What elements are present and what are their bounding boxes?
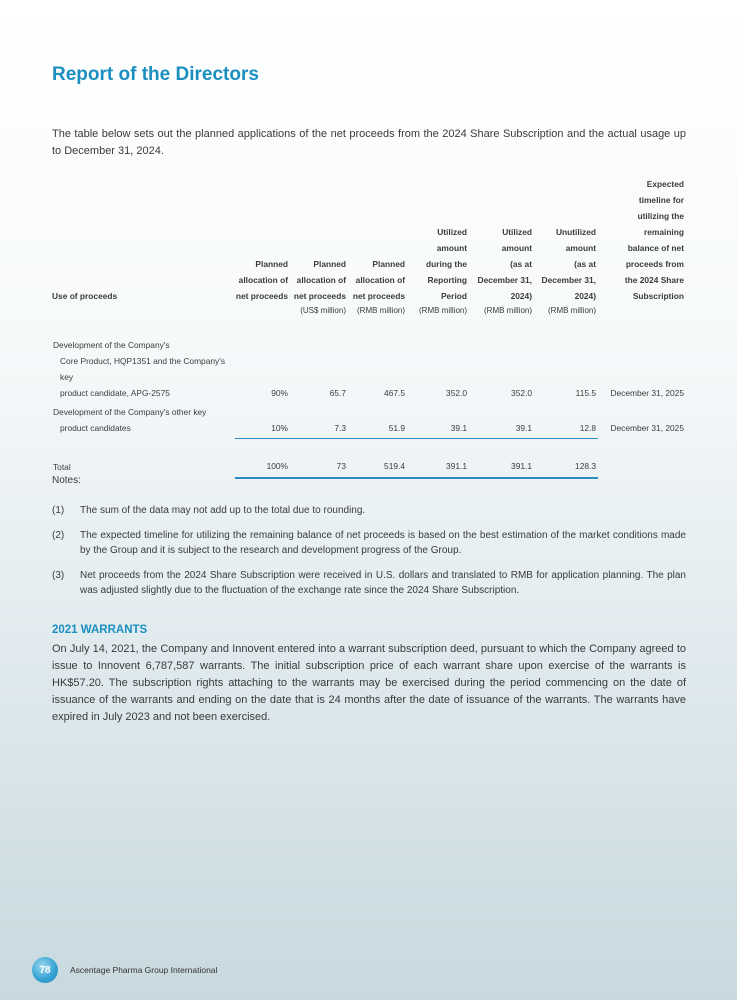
table-row <box>52 402 686 438</box>
row-label: Development of the Company's Core Product, HQP1351 and the Company's key product candidate, APG-2575 <box>53 340 226 398</box>
table-total-row <box>52 457 686 478</box>
column-header: Planned allocation of net proceeds <box>235 259 288 301</box>
table-cell: 115.5 <box>575 388 596 398</box>
notes-label: Notes: <box>52 475 81 486</box>
note-item <box>52 528 686 558</box>
unit-label: (RMB million) <box>484 306 532 315</box>
table-cell: 90% <box>271 388 288 398</box>
page-number: 78 <box>32 957 58 983</box>
table-cell: 391.1 <box>407 457 469 478</box>
table-cell: 39.1 <box>469 402 534 438</box>
table-cell: 73 <box>290 457 348 478</box>
table-cell: December 31, 2025 <box>610 423 684 433</box>
unit-label: (RMB million) <box>548 306 596 315</box>
column-header: Unutilized amount (as at December 31, 2024) <box>541 227 596 301</box>
table-cell: 128.3 <box>534 457 598 478</box>
table-cell: 51.9 <box>348 402 407 438</box>
page-footer <box>32 957 217 983</box>
table-cell: 65.7 <box>329 388 346 398</box>
company-name: Ascentage Pharma Group International <box>70 965 218 975</box>
section-heading: 2021 WARRANTS <box>52 624 148 636</box>
section-paragraph: On July 14, 2021, the Company and Innovent entered into a warrant subscription deed, pursuant to which the Company agreed to issue to Innovent 6,787,587 warrants. The initial subscription price of each warrant share upon exercise of the warrants is HK$57.20. The subscription rights attaching to the warrants may be exercised during the period commencing on the date of issuance of the warrants and ending on the date that is 24 months after the date of issuance of the warrants. The warrants have expired in July 2023 and not been exercised. <box>52 643 686 723</box>
table-cell: 100% <box>235 457 290 478</box>
table-cell: 519.4 <box>348 457 407 478</box>
notes-list <box>52 503 686 608</box>
column-header: Expected timeline for utilizing the remaining balance of net proceeds from the 2024 Share Subscription <box>624 179 684 301</box>
table-cell: December 31, 2025 <box>610 388 684 398</box>
table-row <box>52 317 686 402</box>
table-cell: 10% <box>235 402 290 438</box>
note-item <box>52 568 686 598</box>
unit-label: (RMB million) <box>357 306 405 315</box>
note-number: (2) <box>52 530 65 541</box>
table-cell: 467.5 <box>384 388 405 398</box>
unit-label: (RMB million) <box>419 306 467 315</box>
table-cell: 352.0 <box>511 388 532 398</box>
table-cell: 12.8 <box>534 402 598 438</box>
page-title: Report of the Directors <box>52 64 259 85</box>
column-header: Planned allocation of net proceeds <box>352 259 405 301</box>
table-cell: 352.0 <box>446 388 467 398</box>
table-cell: 391.1 <box>469 457 534 478</box>
note-number: (3) <box>52 570 65 581</box>
note-item <box>52 503 686 518</box>
column-header: Utilized amount during the Reporting Period <box>426 227 467 301</box>
row-label: Total <box>53 461 71 472</box>
proceeds-table <box>52 176 686 479</box>
row-label: Development of the Company's other key product candidates <box>53 407 207 433</box>
note-text: The expected timeline for utilizing the remaining balance of net proceeds is based on the best estimation of the market conditions made by the Group and it is subject to the research and development progress of the Group. <box>80 530 686 556</box>
column-header: Utilized amount (as at December 31, 2024) <box>477 227 532 301</box>
note-number: (1) <box>52 505 65 516</box>
table-cell: 39.1 <box>407 402 469 438</box>
units-row <box>52 304 686 317</box>
note-text: The sum of the data may not add up to the total due to rounding. <box>80 505 366 516</box>
table-cell: 7.3 <box>290 402 348 438</box>
table-header-row <box>52 176 686 304</box>
unit-label: (US$ million) <box>300 306 346 315</box>
column-header: Use of proceeds <box>52 291 118 301</box>
column-header: Planned allocation of net proceeds <box>293 259 346 301</box>
intro-paragraph: The table below sets out the planned applications of the net proceeds from the 2024 Share Subscription and the actual usage up to December 31, 2024. <box>52 128 686 157</box>
note-text: Net proceeds from the 2024 Share Subscription were received in U.S. dollars and translated to RMB for application planning. The plan was adjusted slightly due to the fluctuation of the exchange rate since the 2024 Share Subscription. <box>80 570 686 596</box>
